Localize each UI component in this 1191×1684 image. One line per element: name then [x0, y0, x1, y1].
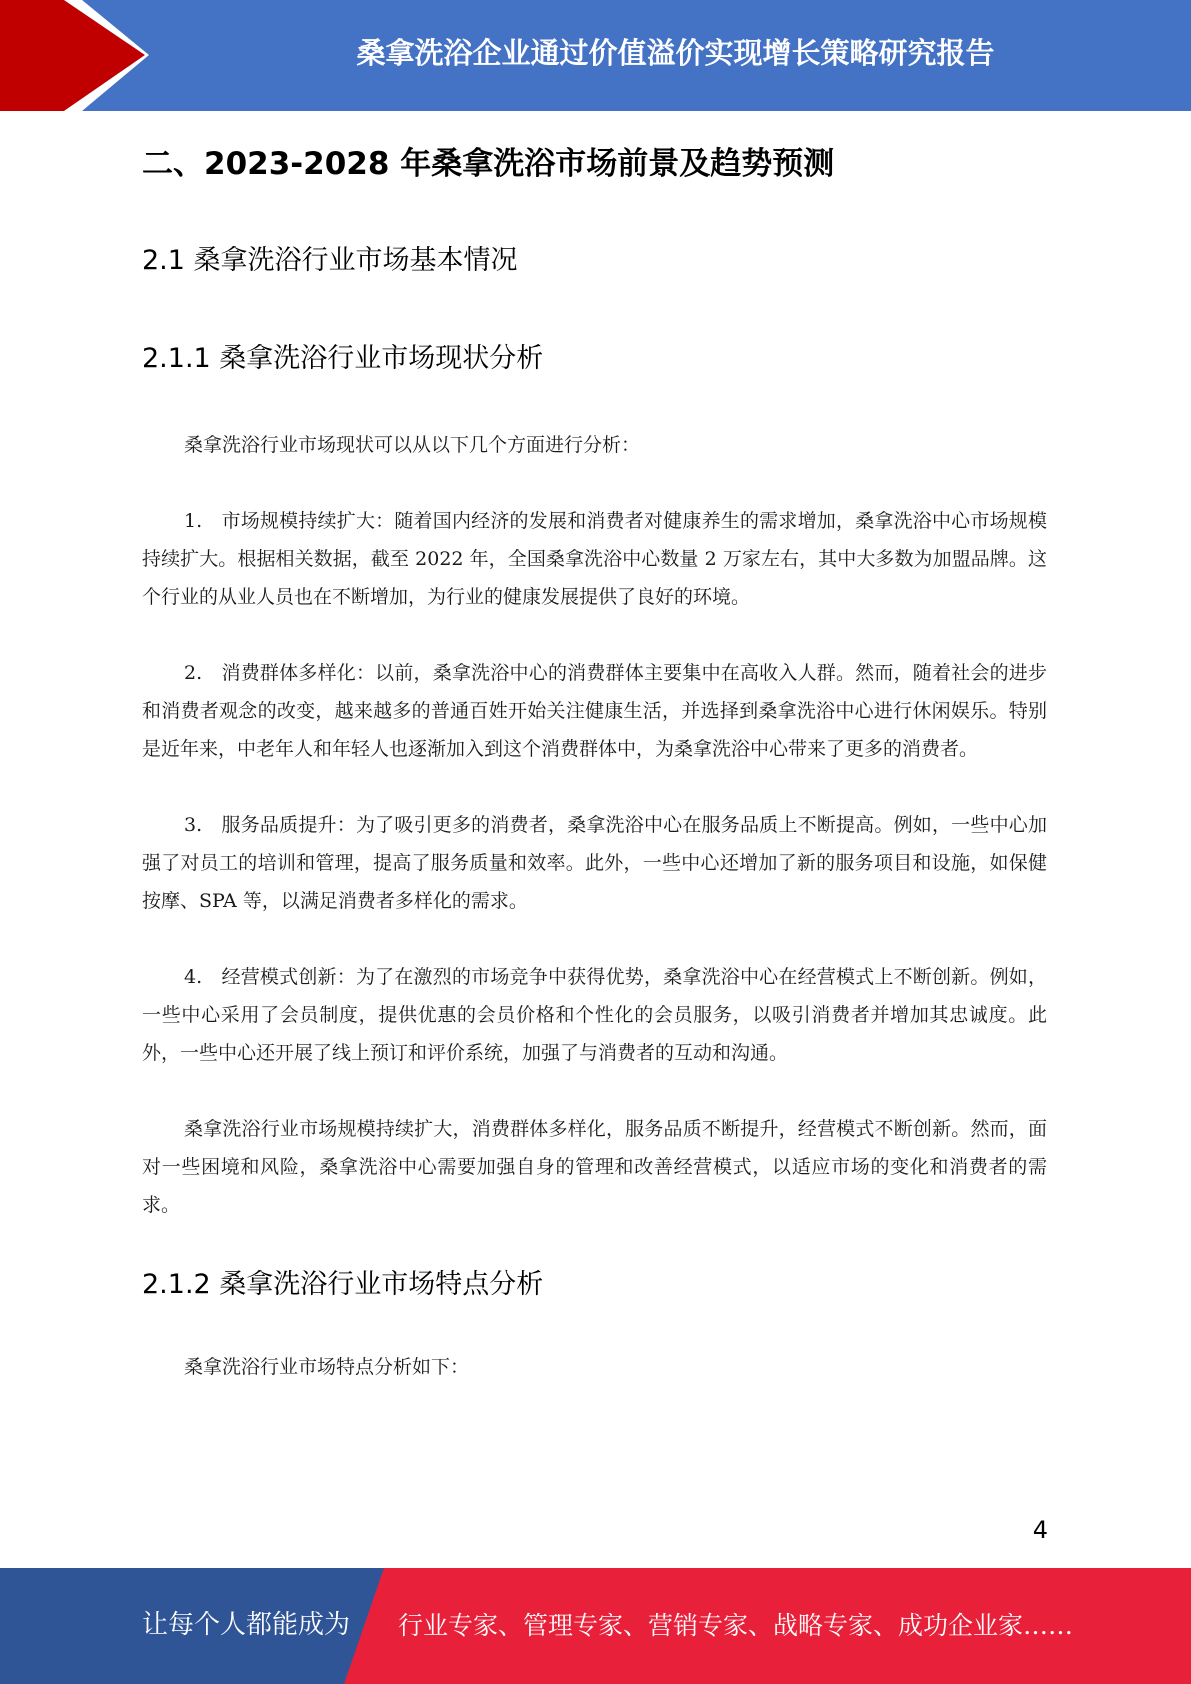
section-heading: 二、2023-2028 年桑拿洗浴市场前景及趋势预测 [142, 146, 835, 182]
footer-slogan-right: 行业专家、管理专家、营销专家、战略专家、成功企业家…… [398, 1611, 1074, 1640]
intro-paragraph-2: 桑拿洗浴行业市场特点分析如下： [184, 1356, 470, 1378]
header-band [0, 0, 1191, 111]
list-item: 2. 消费群体多样化：以前，桑拿洗浴中心的消费群体主要集中在高收入人群。然而，随着社会的进步和消费者观念的改变，越来越多的普通百姓开始关注健康生活，并选择到桑拿洗浴中心进行休闲娱乐。特别是近年来，中老年人和年轻人也逐渐加入到这个消费群体中，为桑拿洗浴中心带来了更多的消费者。 [142, 662, 1047, 760]
footer-slogan-left: 让每个人都能成为 [142, 1610, 351, 1640]
subsubsection-heading-2: 2.1.2 桑拿洗浴行业市场特点分析 [142, 1269, 544, 1300]
document-body [142, 134, 1047, 1424]
list-item: 1. 市场规模持续扩大：随着国内经济的发展和消费者对健康养生的需求增加，桑拿洗浴中心市场规模持续扩大。根据相关数据，截至 2022 年，全国桑拿洗浴中心数量 2 万家左右，其中大多数为加盟品牌。这个行业的从业人员也在不断增加，为行业的健康发展提供了良好的环境。 [142, 510, 1047, 608]
list-item: 4. 经营模式创新：为了在激烈的市场竞争中获得优势，桑拿洗浴中心在经营模式上不断创新。例如，一些中心采用了会员制度，提供优惠的会员价格和个性化的会员服务，以吸引消费者并增加其忠诚度。此外，一些中心还开展了线上预订和评价系统，加强了与消费者的互动和沟通。 [142, 966, 1047, 1064]
intro-paragraph: 桑拿洗浴行业市场现状可以从以下几个方面进行分析： [184, 434, 641, 456]
summary-paragraph: 桑拿洗浴行业市场规模持续扩大，消费群体多样化，服务品质不断提升，经营模式不断创新。然而，面对一些困境和风险，桑拿洗浴中心需要加强自身的管理和改善经营模式，以适应市场的变化和消费者的需求。 [142, 1118, 1047, 1216]
footer-band [0, 1568, 1191, 1684]
report-title: 桑拿洗浴企业通过价值溢价实现增长策略研究报告 [356, 36, 995, 70]
page-number: 4 [1032, 1516, 1048, 1544]
subsubsection-heading-1: 2.1.1 桑拿洗浴行业市场现状分析 [142, 343, 544, 374]
subsection-heading: 2.1 桑拿洗浴行业市场基本情况 [142, 245, 518, 276]
list-item: 3. 服务品质提升：为了吸引更多的消费者，桑拿洗浴中心在服务品质上不断提高。例如，一些中心加强了对员工的培训和管理，提高了服务质量和效率。此外，一些中心还增加了新的服务项目和设施，如保健按摩、SPA 等，以满足消费者多样化的需求。 [142, 814, 1047, 912]
